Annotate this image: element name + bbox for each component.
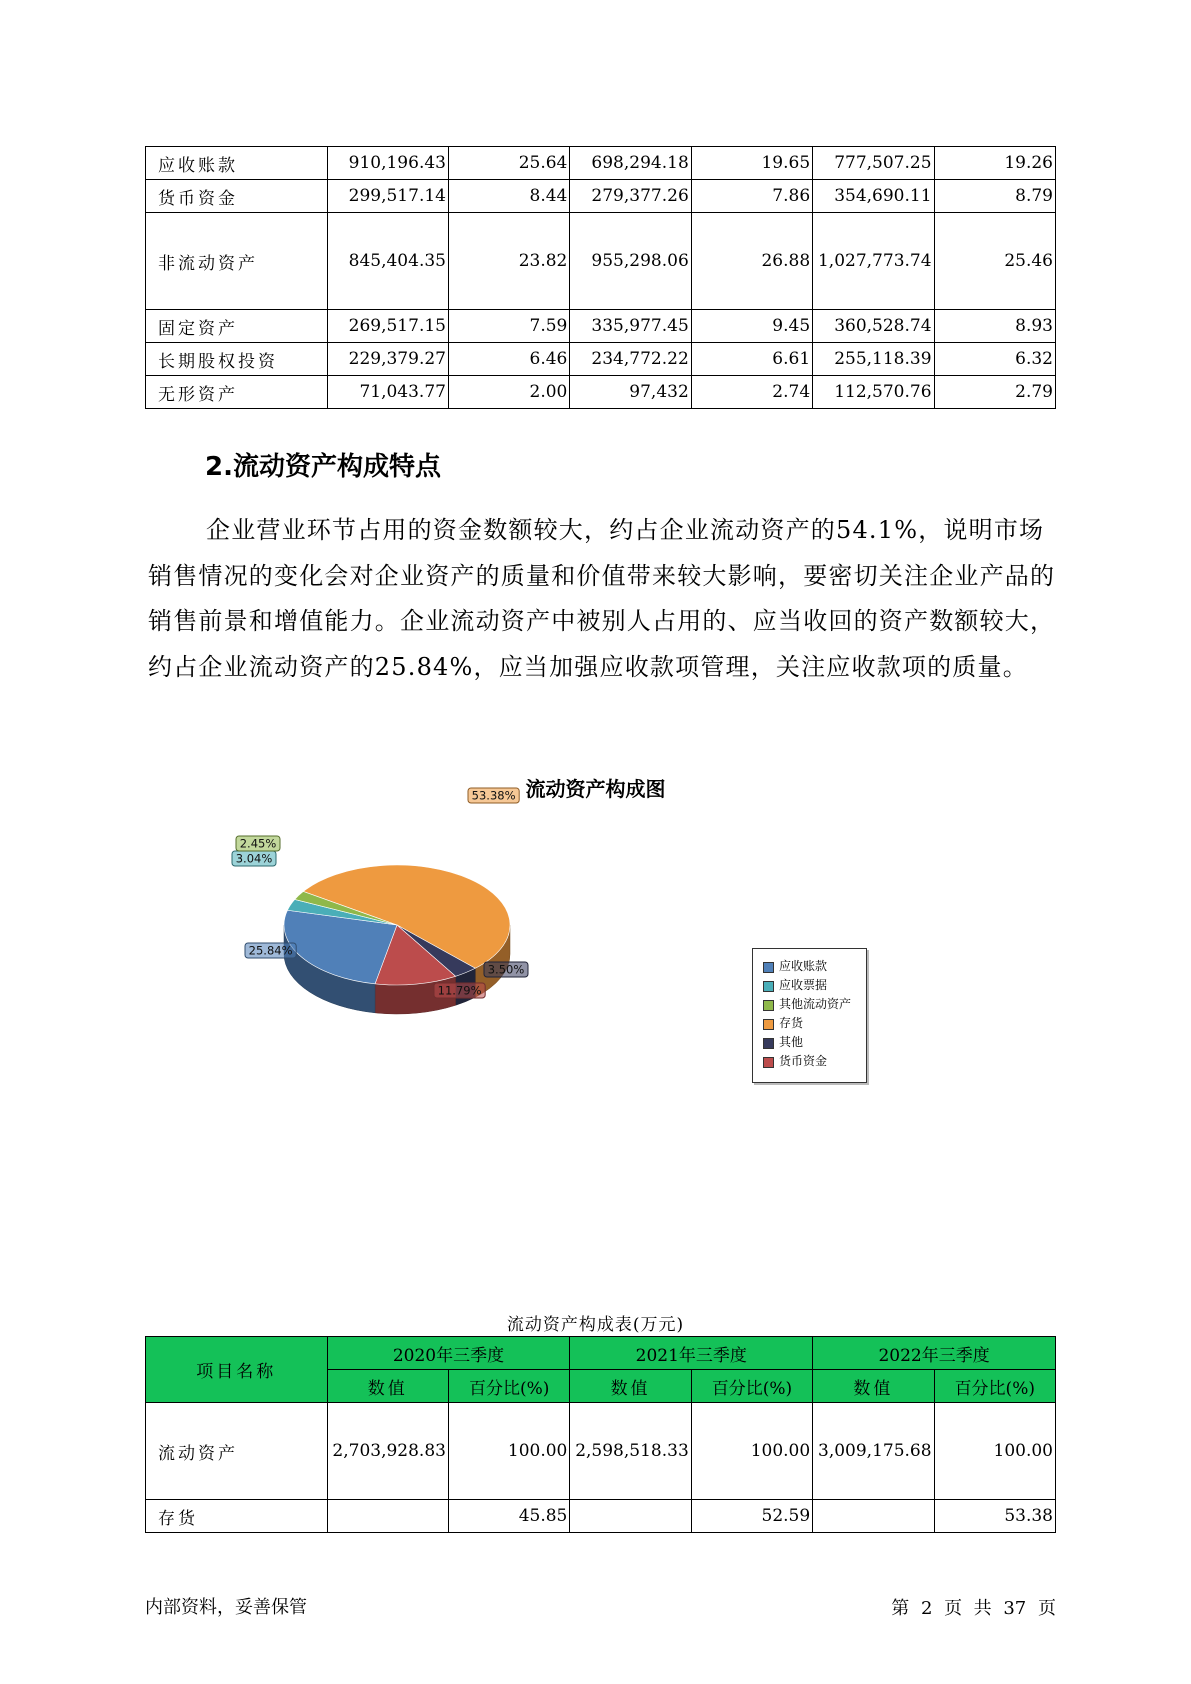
legend-item [753, 976, 866, 995]
cell-pct: 2.00 [448, 376, 569, 409]
cell-value: 71,043.77 [327, 376, 448, 409]
header-value: 数值 [813, 1370, 934, 1403]
row-label: 流动资产 [146, 1403, 328, 1500]
table-row [146, 213, 1056, 310]
data-label [232, 851, 276, 866]
cell-value [813, 1500, 934, 1533]
cell-pct: 9.45 [691, 310, 812, 343]
data-label-text: 3.50% [487, 962, 525, 977]
legend-swatch [763, 1038, 774, 1049]
legend-label: 存货 [779, 1016, 804, 1030]
cell-pct: 23.82 [448, 213, 569, 310]
cell-value: 269,517.15 [327, 310, 448, 343]
data-label-text: 11.79% [437, 983, 482, 998]
table-caption: 流动资产构成表(万元) [506, 1315, 685, 1335]
data-label-text: 3.04% [235, 851, 273, 866]
pie-chart [235, 788, 640, 1100]
data-label [245, 943, 296, 958]
page-mid: 页 共 [944, 1598, 992, 1619]
footer-confidential: 内部资料，妥善保管 [145, 1597, 307, 1618]
page-prefix: 第 [891, 1598, 910, 1619]
header-row [146, 1337, 1056, 1370]
cell-value: 910,196.43 [327, 147, 448, 180]
legend-item [753, 1052, 866, 1071]
data-label [484, 962, 528, 977]
asset-table-continued [145, 146, 1056, 409]
cell-pct: 6.61 [691, 343, 812, 376]
row-label: 应收账款 [146, 147, 328, 180]
current-assets-table [145, 1336, 1056, 1533]
table-row [146, 343, 1056, 376]
cell-value: 3,009,175.68 [813, 1403, 934, 1500]
page-suffix: 页 [1038, 1598, 1056, 1619]
cell-value: 335,977.45 [570, 310, 691, 343]
cell-value: 255,118.39 [813, 343, 934, 376]
cell-value: 112,570.76 [813, 376, 934, 409]
legend-swatch [763, 1000, 774, 1011]
cell-value: 97,432 [570, 376, 691, 409]
page-current: 2 [920, 1598, 933, 1619]
header-period: 2022年三季度 [813, 1337, 1056, 1370]
table-row [146, 1500, 1056, 1533]
data-label [468, 788, 519, 803]
legend-swatch [763, 962, 774, 973]
section-heading: 2.流动资产构成特点 [205, 452, 441, 482]
table-row [146, 180, 1056, 213]
header-item: 项目名称 [146, 1337, 328, 1403]
cell-pct: 100.00 [934, 1403, 1055, 1500]
legend-item [753, 1014, 866, 1033]
cell-pct: 19.26 [934, 147, 1055, 180]
header-pct: 百分比(%) [448, 1370, 569, 1403]
cell-value: 2,598,518.33 [570, 1403, 691, 1500]
row-label: 非流动资产 [146, 213, 328, 310]
row-label: 固定资产 [146, 310, 328, 343]
cell-value [327, 1500, 448, 1533]
legend-item [753, 1033, 866, 1052]
header-pct: 百分比(%) [691, 1370, 812, 1403]
row-label: 存货 [146, 1500, 328, 1533]
cell-pct: 2.74 [691, 376, 812, 409]
page-total: 37 [1003, 1598, 1027, 1619]
cell-pct: 8.79 [934, 180, 1055, 213]
body-paragraph: 企业营业环节占用的资金数额较大，约占企业流动资产的54.1%，说明市场销售情况的变化会对企业资产的质量和价值带来较大影响，要密切关注企业产品的销售前景和增值能力。企业流动资产中被别人占用的、应当收回的资产数额较大，约占企业流动资产的25.84%，应当加强应收款项管理，关注应收款项的质量。 [148, 516, 1056, 681]
legend-label: 其他流动资产 [779, 997, 852, 1011]
legend-label: 其他 [779, 1035, 804, 1049]
data-label [434, 983, 485, 998]
header-period: 2020年三季度 [327, 1337, 570, 1370]
table-row [146, 376, 1056, 409]
cell-pct: 100.00 [691, 1403, 812, 1500]
cell-pct: 52.59 [691, 1500, 812, 1533]
cell-pct: 7.59 [448, 310, 569, 343]
data-label-text: 25.84% [248, 943, 293, 958]
data-label-text: 2.45% [239, 836, 277, 851]
data-label-text: 53.38% [471, 788, 516, 803]
header-value: 数值 [327, 1370, 448, 1403]
row-label: 无形资产 [146, 376, 328, 409]
cell-pct: 25.64 [448, 147, 569, 180]
cell-pct: 6.32 [934, 343, 1055, 376]
cell-value: 234,772.22 [570, 343, 691, 376]
cell-value: 229,379.27 [327, 343, 448, 376]
cell-pct: 45.85 [448, 1500, 569, 1533]
legend-label: 应收账款 [779, 959, 828, 973]
header-value: 数值 [570, 1370, 691, 1403]
header-period: 2021年三季度 [570, 1337, 813, 1370]
legend-label: 货币资金 [779, 1054, 828, 1068]
cell-value: 1,027,773.74 [813, 213, 934, 310]
cell-pct: 26.88 [691, 213, 812, 310]
legend-item [753, 957, 866, 976]
row-label: 货币资金 [146, 180, 328, 213]
cell-value [570, 1500, 691, 1533]
cell-value: 698,294.18 [570, 147, 691, 180]
cell-value: 845,404.35 [327, 213, 448, 310]
cell-value: 299,517.14 [327, 180, 448, 213]
cell-pct: 7.86 [691, 180, 812, 213]
table-row [146, 147, 1056, 180]
table-row [146, 1403, 1056, 1500]
cell-value: 279,377.26 [570, 180, 691, 213]
table-row [146, 310, 1056, 343]
legend-swatch [763, 1057, 774, 1068]
page-number [891, 1594, 1056, 1620]
row-label: 长期股权投资 [146, 343, 328, 376]
cell-pct: 8.93 [934, 310, 1055, 343]
cell-value: 354,690.11 [813, 180, 934, 213]
legend-label: 应收票据 [779, 978, 828, 992]
header-pct: 百分比(%) [934, 1370, 1055, 1403]
cell-pct: 8.44 [448, 180, 569, 213]
cell-pct: 53.38 [934, 1500, 1055, 1533]
chart-title: 流动资产构成图 [525, 777, 666, 801]
cell-pct: 25.46 [934, 213, 1055, 310]
legend-swatch [763, 1019, 774, 1030]
cell-value: 955,298.06 [570, 213, 691, 310]
data-label [236, 836, 280, 851]
chart-legend [752, 948, 867, 1083]
cell-pct: 19.65 [691, 147, 812, 180]
legend-swatch [763, 981, 774, 992]
cell-pct: 2.79 [934, 376, 1055, 409]
cell-value: 777,507.25 [813, 147, 934, 180]
cell-value: 2,703,928.83 [327, 1403, 448, 1500]
cell-pct: 6.46 [448, 343, 569, 376]
legend-item [753, 995, 866, 1014]
cell-value: 360,528.74 [813, 310, 934, 343]
cell-pct: 100.00 [448, 1403, 569, 1500]
